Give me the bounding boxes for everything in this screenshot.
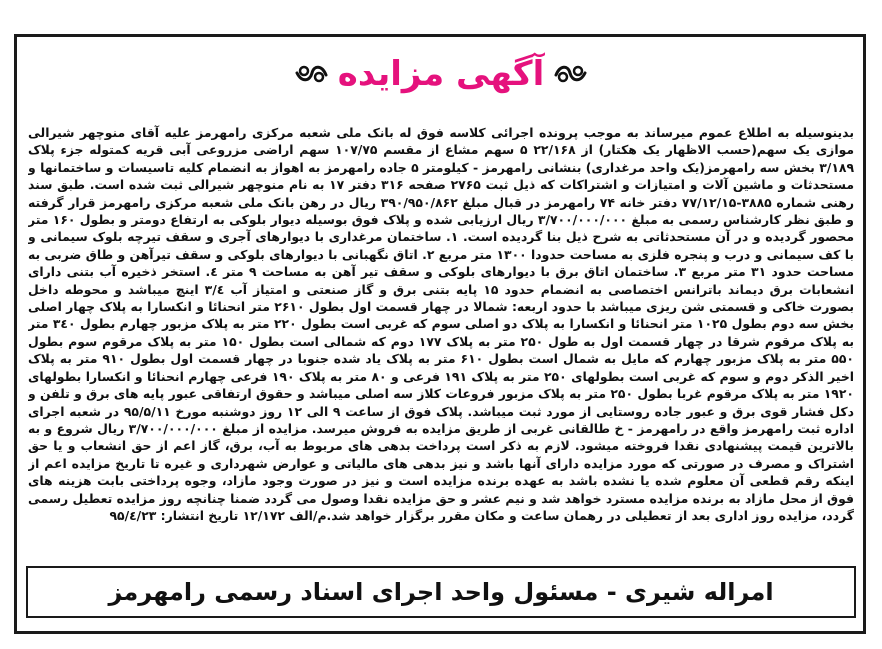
swirl-ornament-icon — [554, 61, 588, 87]
notice-header — [0, 42, 882, 106]
signature-text: امراله شیری - مسئول واحد اجرای اسناد رسمی رامهرمز — [108, 578, 774, 606]
swirl-ornament-icon — [294, 61, 328, 87]
notice-body: بدینوسیله به اطلاع عموم میرساند به موجب پرونده اجرائی کلاسه فوق له بانک ملی شعبه مرکزی رامهرمز علیه آقای منوچهر شیرالی موازی یک سهم(حسب الاظهار یک هکتار) از ۲۲/۱۶۸ ۵ سهم مشاع از مقسم ۱۰۷/۷۵ سهم اراضی مزروعی آبی قریه کمتوله جزء پلاک ۳/۱۸۹ بخش سه رامهرمز(یک واحد مرغداری) بنشانی رامهرمز - کیلومتر ۵ جاده رامهرمز به اهواز به انضمام کلیه تاسیسات و ساختمانها و مستحدثات و ماشین آلات و امتیازات و اشتراکات که ذیل ثبت ۲۷۶۵ صفحه ۳۱۶ دفتر ۱۷ به نام منوچهر شیرالی ثبت شده است. طبق سند رهنی شماره ۳۸۸۵-۷۷/۱۲/۱۵ دفتر خانه ۷۴ رامهرمز در قبال مبلغ ۳۹۰/۹۵۰/۸۶۲ ریال در رهن بانک ملی شعبه مرکزی رامهرمز قرار گرفته و طبق نظر کارشناس رسمی به مبلغ ۳/۷۰۰/۰۰۰/۰۰۰ ریال ارزیابی شده و پلاک فوق بوسیله دیوار بلوکی به ارتفاع دومتر و بطول ۱۶۰ متر محصور گردیده و در آن مستحدثاتی به شرح ذیل بنا گردیده است. ۱. ساختمان مرغداری با دیوارهای آجری و سقف تیرچه بلوک سیمانی و با کف سیمانی و درب و پنجره فلزی به مساحت حدودا ۱۳۰۰ متر مربع ۲. اتاق نگهبانی با دیوارهای بلوکی و سقف تیرآهن و طاق ضربی به مساحت حدود ۳۱ متر مربع ۳. ساختمان اتاق برق با دیوارهای بلوکی و سقف تیر آهن به مساحت ۹ متر ٤. استخر ذخیره آب بتنی دارای انشعابات برق دیماند باترانس اختصاصی به انضمام حدود ۱۵ پایه بتنی برق و گاز صنعتی و امتیاز آب ۳/٤ اینچ میباشد و محوطه داخل بصورت خاکی و قسمتی شن ریزی میباشد با حدود اربعه: شمالا در چهار قسمت اول بطول ۲۶۱۰ متر انحنائا و انکسارا به پلاک چهار اصلی بخش سه دوم بطول ۱۰۲۵ متر انحنائا و انکسارا به پلاک دو اصلی سوم که غربی است بطول ۲۲۰ متر به پلاک مزبور چهارم بطول ۳٤۰ متر به پلاک مرقوم شرقا در چهار قسمت اول به طول ۲۵۰ متر به پلاک ۱۷۷ دوم که شمالی است بطول ۱۵۰ متر به پلاک مرقوم سوم بطول ۵۵۰ متر به پلاک مزبور چهارم که مایل به شمال است بطول ۶۱۰ متر به پلاک یاد شده جنوبا در چهار قسمت اول بطول ۹۱۰ متر به پلاک اخیر الذکر دوم و سوم که غربی است بطولهای ۲۵۰ متر به پلاک ۱۹۱ فرعی و ۸۰ متر به پلاک ۱۹۰ فرعی چهارم انحنائا و انکسارا بطولهای ۱۹۲۰ متر به پلاک مرقوم غربا بطول ۲۵۰ متر به پلاک مزبور فروعات کلاز سه اصلی میباشد و حقوق ارتفاقی عبور پایه های برق و تلفن و دکل فشار قوی برق و عبور جاده روستایی از مورد ثبت میباشد. پلاک فوق از ساعت ۹ الی ۱۲ روز دوشنبه مورخ ۹۵/۵/۱۱ در شعبه اجرای اداره ثبت رامهرمز واقع در رامهرمز - خ طالقانی غربی از طریق مزایده به فروش میرسد. مزایده از مبلغ ۳/۷۰۰/۰۰۰/۰۰۰ ریال شروع و به بالاترین قیمت پیشنهادی نقدا فروخته میشود. لازم به ذکر است پرداخت بدهی های مربوط به آب، برق، گاز اعم از حق انشعاب و یا حق اشتراک و مصرف در صورتی که مورد مزایده دارای آنها باشد و نیز بدهی های مالیاتی و عوارض شهرداری و غیره تا تاریخ مزایده اعم از اینکه رقم قطعی آن معلوم شده یا نشده باشد به عهده برنده مزایده است و نیز در صورت وجود مازاد، وجوه پرداختی بابت هزینه های فوق از محل مازاد به برنده مزایده مسترد خواهد شد و نیم عشر و حق مزایده نقدا وصول می گردد ضمنا چنانچه روز مزایده تعطیل رسمی گردد، مزایده روز اداری بعد از تعطیلی در رهمان ساعت و مکان مقرر برگزار خواهد شد.م/الف ۱۲/۱۷۲ تاریخ انتشار: ۹۵/٤/۲۳ — [28, 125, 854, 523]
notice-title: آگهی مزایده — [337, 54, 545, 94]
signature-box — [26, 566, 856, 618]
